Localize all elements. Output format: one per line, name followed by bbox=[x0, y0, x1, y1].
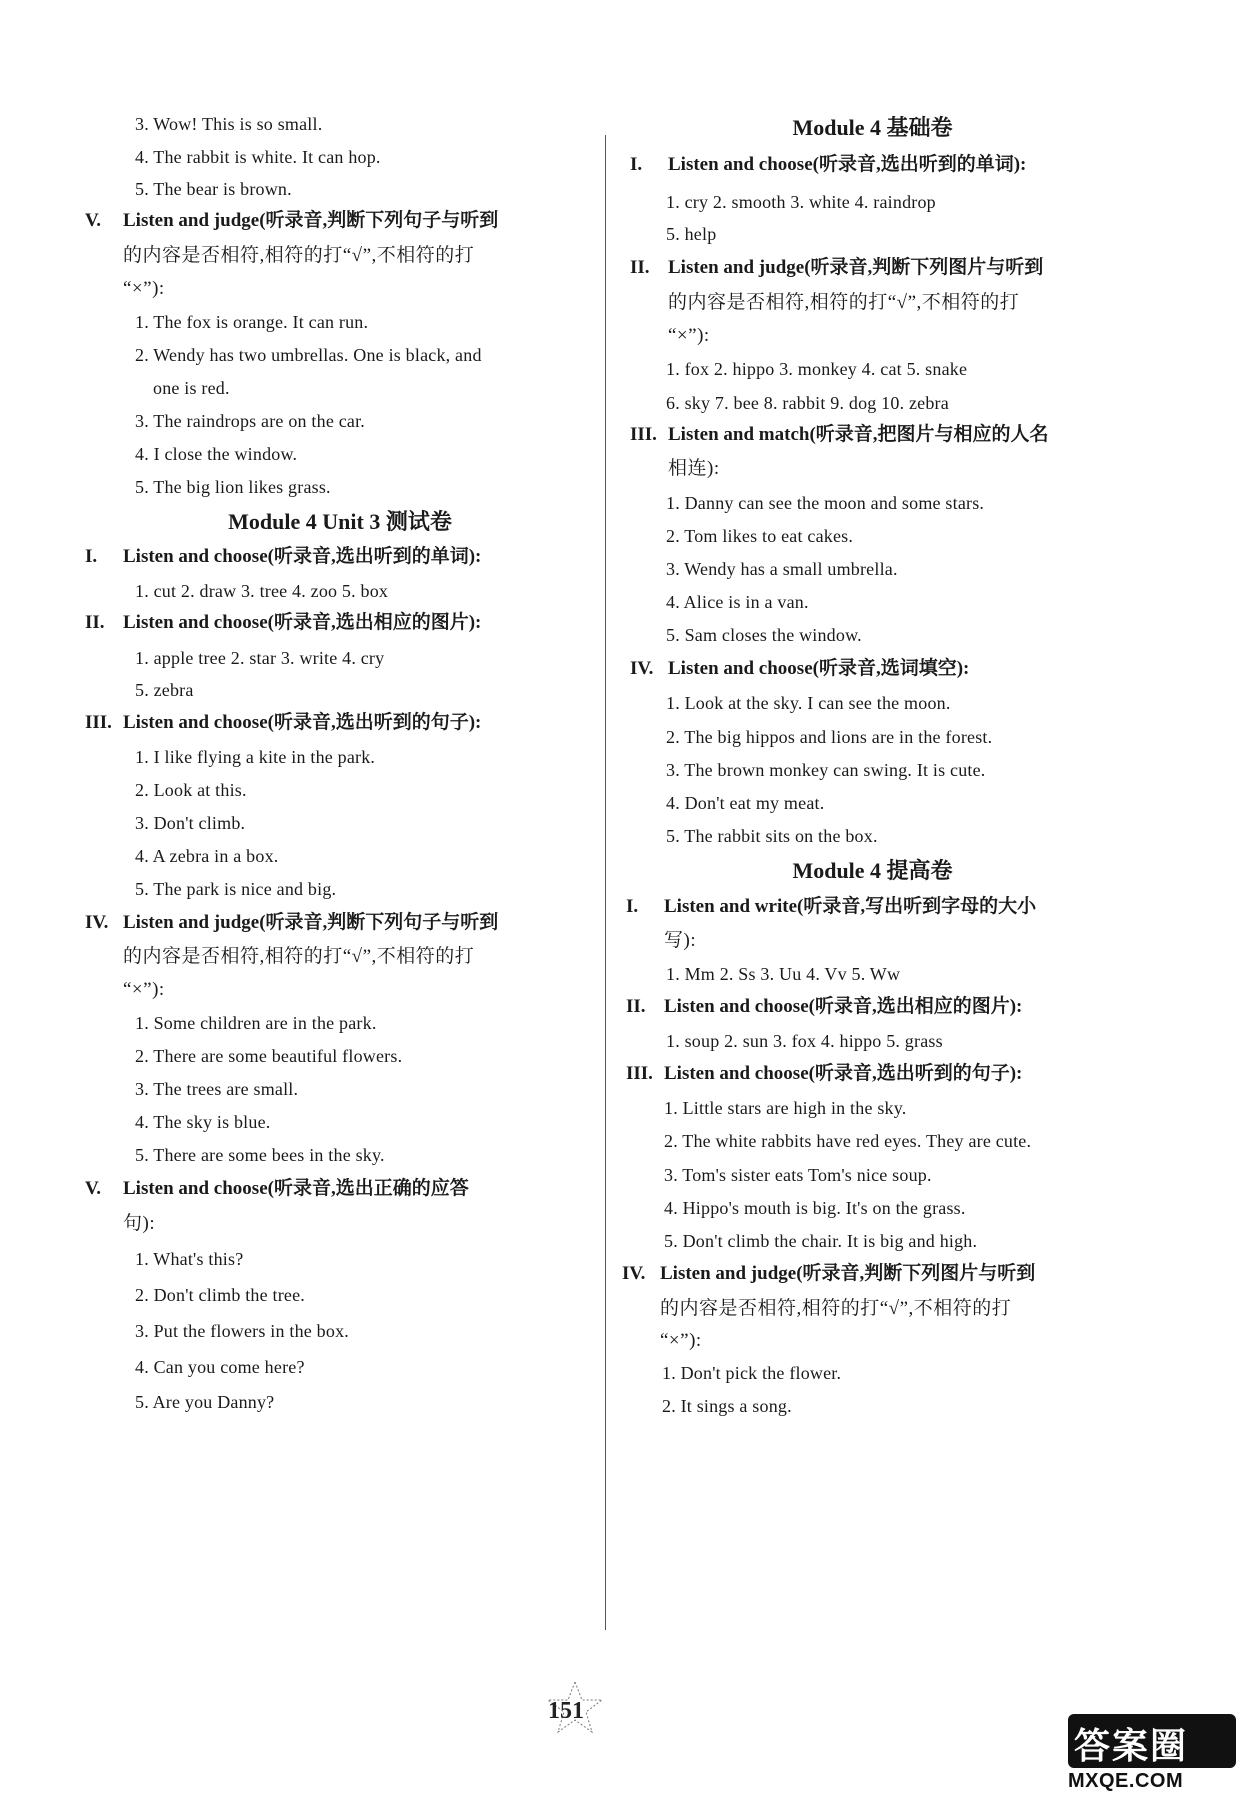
list-item: 5. Sam closes the window. bbox=[666, 625, 862, 645]
list-item: 5. Are you Danny? bbox=[135, 1392, 275, 1412]
question-number: IV. bbox=[630, 658, 654, 679]
watermark-text: 答案圈 bbox=[1074, 1726, 1189, 1767]
list-item: 1. Danny can see the moon and some stars. bbox=[666, 493, 985, 513]
list-item: 3. Tom's sister eats Tom's nice soup. bbox=[664, 1165, 932, 1185]
list-item: 4. The rabbit is white. It can hop. bbox=[135, 147, 381, 167]
list-item: 5. The rabbit sits on the box. bbox=[666, 826, 878, 846]
question-heading bbox=[630, 153, 1026, 177]
list-item: 2. The big hippos and lions are in the forest. bbox=[666, 727, 993, 747]
list-item: 6. sky 7. bee 8. rabbit 9. dog 10. zebra bbox=[666, 393, 949, 413]
list-item: 4. Alice is in a van. bbox=[666, 592, 809, 612]
question-number: III. bbox=[85, 712, 112, 733]
list-item: 5. help bbox=[666, 224, 717, 244]
question-heading bbox=[626, 895, 1036, 919]
list-item: 2. Tom likes to eat cakes. bbox=[666, 526, 854, 546]
question-number: I. bbox=[85, 546, 98, 567]
list-item: 2. It sings a song. bbox=[662, 1396, 792, 1416]
list-item: 1. Look at the sky. I can see the moon. bbox=[666, 693, 951, 713]
list-item: 4. Hippo's mouth is big. It's on the grass. bbox=[664, 1198, 966, 1218]
watermark-logo bbox=[1068, 1714, 1238, 1794]
question-heading bbox=[85, 209, 498, 233]
page-number: 151 bbox=[548, 1698, 584, 1724]
question-heading bbox=[85, 1177, 469, 1201]
list-item: 1. Don't pick the flower. bbox=[662, 1363, 842, 1383]
list-item: 5. zebra bbox=[135, 680, 194, 700]
list-item: 3. Don't climb. bbox=[135, 813, 246, 833]
list-item: 5. The bear is brown. bbox=[135, 179, 292, 199]
question-text: Listen and match(听录音,把图片与相应的人名 bbox=[668, 424, 1049, 445]
list-item: 1. I like flying a kite in the park. bbox=[135, 747, 376, 767]
list-item: 2. There are some beautiful flowers. bbox=[135, 1046, 403, 1066]
question-heading bbox=[630, 657, 969, 681]
question-number: IV. bbox=[622, 1263, 646, 1284]
question-text: Listen and choose(听录音,选出相应的图片): bbox=[123, 612, 482, 633]
list-item: 1. The fox is orange. It can run. bbox=[135, 312, 369, 332]
watermark-box bbox=[1068, 1714, 1236, 1768]
question-heading bbox=[85, 911, 498, 935]
question-heading bbox=[85, 611, 481, 635]
list-item: 4. A zebra in a box. bbox=[135, 846, 279, 866]
question-text-cont: 句): bbox=[123, 1213, 156, 1234]
question-text: Listen and choose(听录音,选出听到的句子): bbox=[664, 1063, 1023, 1084]
list-item: 1. cry 2. smooth 3. white 4. raindrop bbox=[666, 192, 936, 212]
list-item: 1. apple tree 2. star 3. write 4. cry bbox=[135, 648, 385, 668]
question-heading bbox=[630, 256, 1043, 280]
question-text-cont: 的内容是否相符,相符的打“√”,不相符的打 bbox=[668, 292, 1020, 313]
list-item: 1. soup 2. sun 3. fox 4. hippo 5. grass bbox=[666, 1031, 943, 1051]
list-item: one is red. bbox=[153, 378, 230, 398]
list-item: 3. The trees are small. bbox=[135, 1079, 299, 1099]
question-heading bbox=[630, 423, 1049, 447]
question-text-cont: “×”): bbox=[668, 325, 710, 346]
question-text: Listen and choose(听录音,选出听到的句子): bbox=[123, 712, 482, 733]
question-number: IV. bbox=[85, 912, 109, 933]
question-number: II. bbox=[630, 257, 650, 278]
question-text: Listen and choose(听录音,选出正确的应答 bbox=[123, 1178, 469, 1199]
list-item: 2. Wendy has two umbrellas. One is black, and bbox=[135, 345, 482, 365]
question-heading bbox=[85, 711, 481, 735]
list-item: 3. The brown monkey can swing. It is cute. bbox=[666, 760, 986, 780]
question-text: Listen and judge(听录音,判断下列句子与听到 bbox=[123, 210, 499, 231]
question-text-cont: “×”): bbox=[123, 979, 165, 1000]
section-title: Module 4 Unit 3 测试卷 bbox=[228, 509, 452, 534]
section-title: Module 4 提高卷 bbox=[792, 858, 953, 883]
list-item: 5. The big lion likes grass. bbox=[135, 477, 331, 497]
question-text-cont: 写): bbox=[664, 930, 697, 951]
question-text: Listen and write(听录音,写出听到字母的大小 bbox=[664, 896, 1037, 917]
list-item: 4. Don't eat my meat. bbox=[666, 793, 825, 813]
question-heading bbox=[626, 1062, 1022, 1086]
question-text-cont: 的内容是否相符,相符的打“√”,不相符的打 bbox=[123, 245, 475, 266]
list-item: 3. Put the flowers in the box. bbox=[135, 1321, 349, 1341]
section-title: Module 4 基础卷 bbox=[792, 115, 953, 140]
question-heading bbox=[85, 545, 481, 569]
question-text-cont: 的内容是否相符,相符的打“√”,不相符的打 bbox=[660, 1298, 1012, 1319]
question-number: II. bbox=[626, 996, 646, 1017]
list-item: 5. Don't climb the chair. It is big and high. bbox=[664, 1231, 978, 1251]
watermark-url: MXQE.COM bbox=[1068, 1770, 1184, 1792]
question-number: III. bbox=[626, 1063, 653, 1084]
list-item: 1. Some children are in the park. bbox=[135, 1013, 377, 1033]
list-item: 1. cut 2. draw 3. tree 4. zoo 5. box bbox=[135, 581, 389, 601]
question-text: Listen and judge(听录音,判断下列图片与听到 bbox=[660, 1263, 1036, 1284]
list-item: 1. Mm 2. Ss 3. Uu 4. Vv 5. Ww bbox=[666, 964, 901, 984]
question-text-cont: “×”): bbox=[123, 278, 165, 299]
question-number: V. bbox=[85, 1178, 102, 1199]
list-item: 4. I close the window. bbox=[135, 444, 298, 464]
list-item: 2. Look at this. bbox=[135, 780, 247, 800]
list-item: 1. What's this? bbox=[135, 1249, 244, 1269]
question-text: Listen and choose(听录音,选词填空): bbox=[668, 658, 970, 679]
list-item: 4. Can you come here? bbox=[135, 1357, 305, 1377]
question-number: I. bbox=[626, 896, 639, 917]
question-heading bbox=[626, 995, 1022, 1019]
list-item: 3. The raindrops are on the car. bbox=[135, 411, 365, 431]
question-text: Listen and judge(听录音,判断下列图片与听到 bbox=[668, 257, 1044, 278]
list-item: 5. There are some bees in the sky. bbox=[135, 1145, 385, 1165]
question-number: III. bbox=[630, 424, 657, 445]
list-item: 5. The park is nice and big. bbox=[135, 879, 337, 899]
list-item: 3. Wow! This is so small. bbox=[135, 114, 323, 134]
question-text-cont: “×”): bbox=[660, 1330, 702, 1351]
list-item: 4. The sky is blue. bbox=[135, 1112, 271, 1132]
question-number: V. bbox=[85, 210, 102, 231]
question-text: Listen and choose(听录音,选出听到的单词): bbox=[668, 154, 1027, 175]
question-heading bbox=[622, 1262, 1035, 1286]
question-number: II. bbox=[85, 612, 105, 633]
question-text: Listen and choose(听录音,选出听到的单词): bbox=[123, 546, 482, 567]
list-item: 2. Don't climb the tree. bbox=[135, 1285, 305, 1305]
column-divider bbox=[605, 135, 606, 1630]
question-text: Listen and judge(听录音,判断下列句子与听到 bbox=[123, 912, 499, 933]
question-number: I. bbox=[630, 154, 643, 175]
list-item: 1. fox 2. hippo 3. monkey 4. cat 5. snake bbox=[666, 359, 968, 379]
list-item: 3. Wendy has a small umbrella. bbox=[666, 559, 898, 579]
list-item: 1. Little stars are high in the sky. bbox=[664, 1098, 907, 1118]
question-text: Listen and choose(听录音,选出相应的图片): bbox=[664, 996, 1023, 1017]
question-text-cont: 的内容是否相符,相符的打“√”,不相符的打 bbox=[123, 946, 475, 967]
list-item: 2. The white rabbits have red eyes. They are cute. bbox=[664, 1131, 1032, 1151]
question-text-cont: 相连): bbox=[668, 458, 720, 479]
